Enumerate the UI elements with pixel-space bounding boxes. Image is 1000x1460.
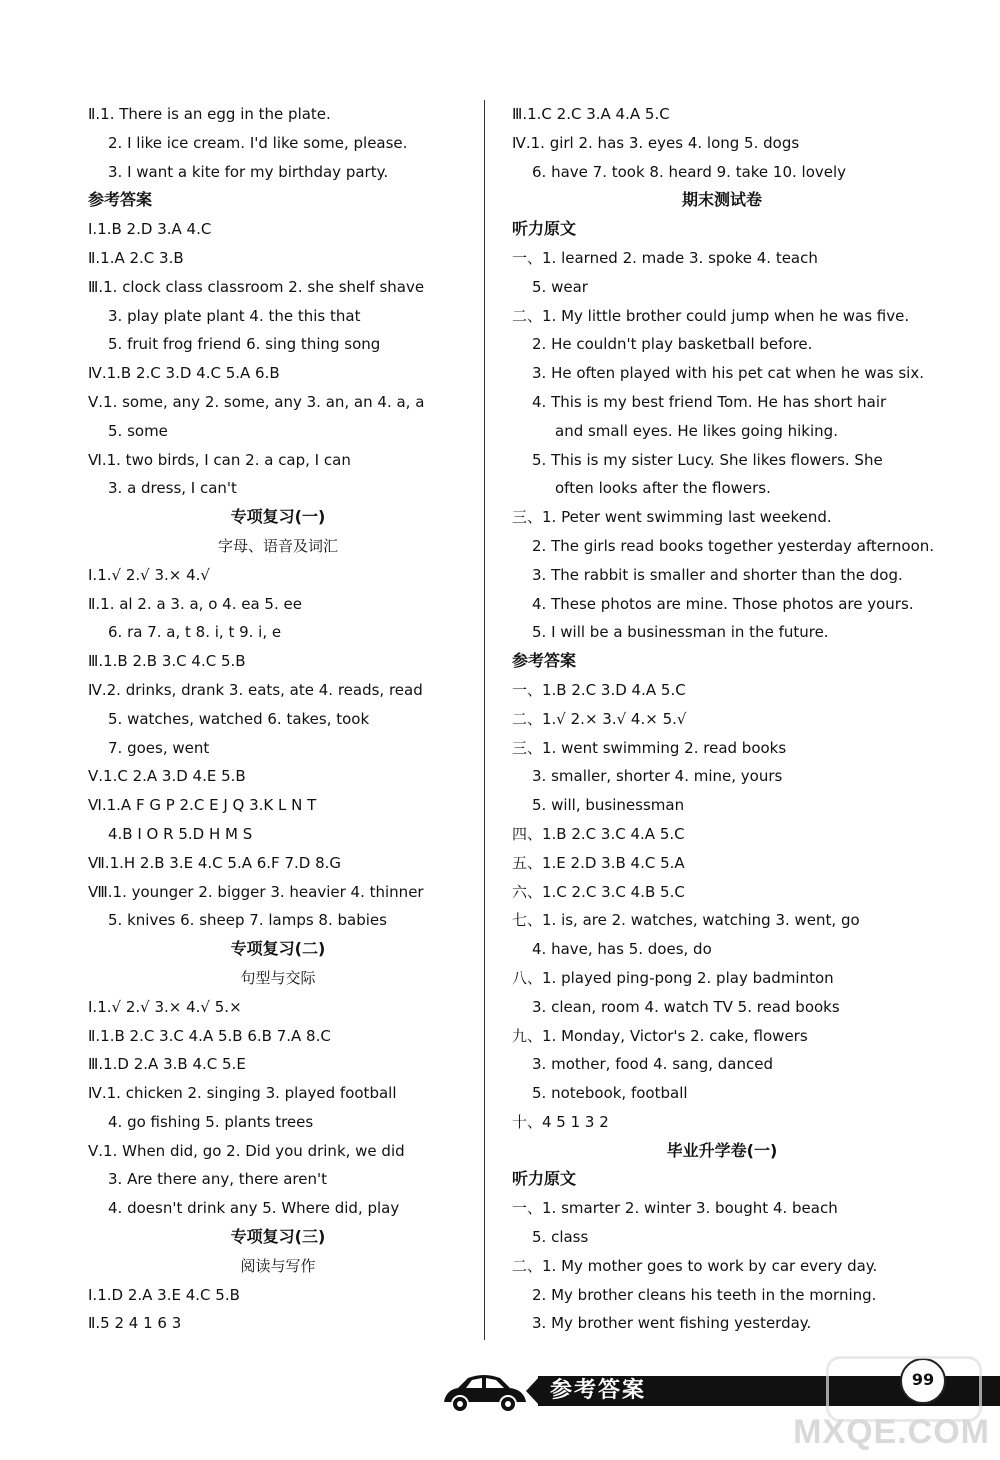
- answer-line: Ⅰ.1.√ 2.√ 3.× 4.√ 5.×: [88, 997, 242, 1016]
- answer-line: often looks after the flowers.: [555, 479, 771, 498]
- answer-line: 二、1. My mother goes to work by car every day.: [512, 1256, 878, 1275]
- answer-line: Ⅴ.1. When did, go 2. Did you drink, we did: [88, 1141, 405, 1160]
- answer-line: 一、1.B 2.C 3.D 4.A 5.C: [512, 680, 686, 699]
- answer-line: 5. watches, watched 6. takes, took: [108, 709, 370, 728]
- answer-line: 4. This is my best friend Tom. He has short hair: [532, 392, 887, 411]
- answer-line: 3. smaller, shorter 4. mine, yours: [532, 767, 783, 786]
- answer-line: 4. go fishing 5. plants trees: [108, 1112, 314, 1131]
- answer-line: Ⅵ.1.A F G P 2.C E J Q 3.K L N T: [88, 796, 317, 815]
- answer-line: Ⅱ.1.B 2.C 3.C 4.A 5.B 6.B 7.A 8.C: [88, 1026, 331, 1045]
- answer-line: 4. doesn't drink any 5. Where did, play: [108, 1199, 400, 1218]
- section-subtitle: 阅读与写作: [240, 1256, 316, 1275]
- watermark: MXQE.COM: [793, 1413, 990, 1451]
- answer-line: Ⅱ.1. al 2. a 3. a, o 4. ea 5. ee: [88, 594, 302, 613]
- left-column: [88, 100, 468, 1338]
- section-title: 专项复习(一): [230, 507, 326, 527]
- answer-line: 5. wear: [532, 277, 588, 296]
- section-heading: 听力原文: [512, 219, 577, 239]
- answer-line: 3. He often played with his pet cat when he was six.: [532, 364, 924, 383]
- answer-line: 3. Are there any, there aren't: [108, 1170, 327, 1189]
- answer-line: 5. class: [532, 1228, 589, 1247]
- answer-line: and small eyes. He likes going hiking.: [555, 421, 838, 440]
- answer-line: 5. fruit frog friend 6. sing thing song: [108, 335, 381, 354]
- section-subtitle: 字母、语音及词汇: [217, 536, 338, 555]
- answer-line: 三、1. Peter went swimming last weekend.: [512, 508, 832, 527]
- answer-line: 4. These photos are mine. Those photos are yours.: [532, 594, 914, 613]
- answer-line: 5. notebook, football: [532, 1084, 688, 1103]
- answer-line: 六、1.C 2.C 3.C 4.B 5.C: [512, 882, 685, 901]
- answer-line: Ⅰ.1.D 2.A 3.E 4.C 5.B: [88, 1285, 240, 1304]
- answer-line: 6. have 7. took 8. heard 9. take 10. lovely: [532, 162, 847, 181]
- section-title: 专项复习(二): [230, 939, 326, 959]
- footer-title: 参考答案: [550, 1378, 647, 1403]
- answer-line: Ⅴ.1.C 2.A 3.D 4.E 5.B: [88, 767, 246, 786]
- answer-line: 3. mother, food 4. sang, danced: [532, 1055, 773, 1074]
- answer-line: 5. knives 6. sheep 7. lamps 8. babies: [108, 911, 387, 930]
- answer-line: 3. clean, room 4. watch TV 5. read books: [532, 997, 840, 1016]
- answer-line: Ⅲ.1.B 2.B 3.C 4.C 5.B: [88, 652, 246, 671]
- right-column: [512, 100, 935, 1338]
- answer-line: 七、1. is, are 2. watches, watching 3. went, go: [512, 911, 860, 930]
- answer-line: 2. I like ice cream. I'd like some, please.: [108, 133, 408, 152]
- answer-line: 五、1.E 2.D 3.B 4.C 5.A: [512, 853, 685, 872]
- answer-line: Ⅰ.1.√ 2.√ 3.× 4.√: [88, 565, 210, 584]
- answer-line: Ⅱ.1. There is an egg in the plate.: [88, 105, 331, 123]
- answer-line: Ⅲ.1.C 2.C 3.A 4.A 5.C: [512, 105, 670, 123]
- answer-line: Ⅱ.1.A 2.C 3.B: [88, 248, 184, 267]
- section-heading: 参考答案: [88, 190, 153, 210]
- answer-line: Ⅴ.1. some, any 2. some, any 3. an, an 4. a, a: [88, 392, 425, 411]
- column-divider: [484, 100, 485, 1340]
- section-heading: 听力原文: [512, 1169, 577, 1189]
- section-title: 毕业升学卷(一): [666, 1140, 778, 1160]
- answer-line: Ⅲ.1.D 2.A 3.B 4.C 5.E: [88, 1055, 246, 1074]
- answer-line: 一、1. smarter 2. winter 3. bought 4. beach: [512, 1199, 838, 1218]
- answer-line: Ⅱ.5 2 4 1 6 3: [88, 1314, 182, 1333]
- answer-line: Ⅵ.1. two birds, I can 2. a cap, I can: [88, 450, 351, 469]
- answer-line: 2. The girls read books together yesterday afternoon.: [532, 536, 935, 555]
- answer-line: 2. My brother cleans his teeth in the morning.: [532, 1285, 877, 1304]
- answer-line: 3. play plate plant 4. the this that: [108, 306, 361, 325]
- answer-line: 一、1. learned 2. made 3. spoke 4. teach: [512, 248, 818, 267]
- answer-line: Ⅳ.2. drinks, drank 3. eats, ate 4. reads, read: [88, 680, 423, 699]
- answer-line: 5. some: [108, 421, 168, 440]
- page-number: 99: [900, 1358, 946, 1404]
- section-title: 专项复习(三): [230, 1227, 326, 1247]
- answer-line: 4. have, has 5. does, do: [532, 940, 712, 959]
- answer-line: Ⅷ.1. younger 2. bigger 3. heavier 4. thinner: [88, 882, 424, 901]
- answer-line: 二、1.√ 2.× 3.√ 4.× 5.√: [512, 709, 687, 728]
- answer-line: 二、1. My little brother could jump when he was five.: [512, 306, 910, 325]
- section-subtitle: 句型与交际: [240, 968, 316, 987]
- answer-line: 4.B I O R 5.D H M S: [108, 824, 253, 843]
- answer-line: Ⅲ.1. clock class classroom 2. she shelf shave: [88, 277, 425, 296]
- answer-line: 八、1. played ping-pong 2. play badminton: [512, 968, 834, 987]
- section-title: 期末测试卷: [681, 190, 762, 210]
- answer-line: 3. I want a kite for my birthday party.: [108, 162, 389, 181]
- answer-line: 5. I will be a businessman in the future.: [532, 623, 829, 642]
- answer-line: 四、1.B 2.C 3.C 4.A 5.C: [512, 824, 685, 843]
- section-heading: 参考答案: [512, 651, 577, 671]
- answer-line: Ⅶ.1.H 2.B 3.E 4.C 5.A 6.F 7.D 8.G: [88, 853, 342, 872]
- answer-line: 3. a dress, I can't: [108, 479, 237, 498]
- answer-line: 7. goes, went: [108, 738, 210, 757]
- answer-line: Ⅳ.1.B 2.C 3.D 4.C 5.A 6.B: [88, 364, 280, 383]
- answer-line: 十、4 5 1 3 2: [512, 1112, 609, 1131]
- answer-line: 5. will, businessman: [532, 796, 685, 815]
- answer-line: 5. This is my sister Lucy. She likes flowers. She: [532, 450, 883, 469]
- car-icon: [438, 1368, 530, 1414]
- answer-line: Ⅳ.1. chicken 2. singing 3. played football: [88, 1084, 397, 1103]
- answer-line: Ⅳ.1. girl 2. has 3. eyes 4. long 5. dogs: [512, 133, 800, 152]
- answer-line: 3. My brother went fishing yesterday.: [532, 1314, 812, 1333]
- answer-line: Ⅰ.1.B 2.D 3.A 4.C: [88, 220, 212, 239]
- answer-line: 2. He couldn't play basketball before.: [532, 335, 813, 354]
- answer-line: 九、1. Monday, Victor's 2. cake, flowers: [512, 1026, 808, 1045]
- answer-line: 三、1. went swimming 2. read books: [512, 738, 787, 757]
- answer-line: 6. ra 7. a, t 8. i, t 9. i, e: [108, 623, 282, 642]
- answer-line: 3. The rabbit is smaller and shorter than the dog.: [532, 565, 903, 584]
